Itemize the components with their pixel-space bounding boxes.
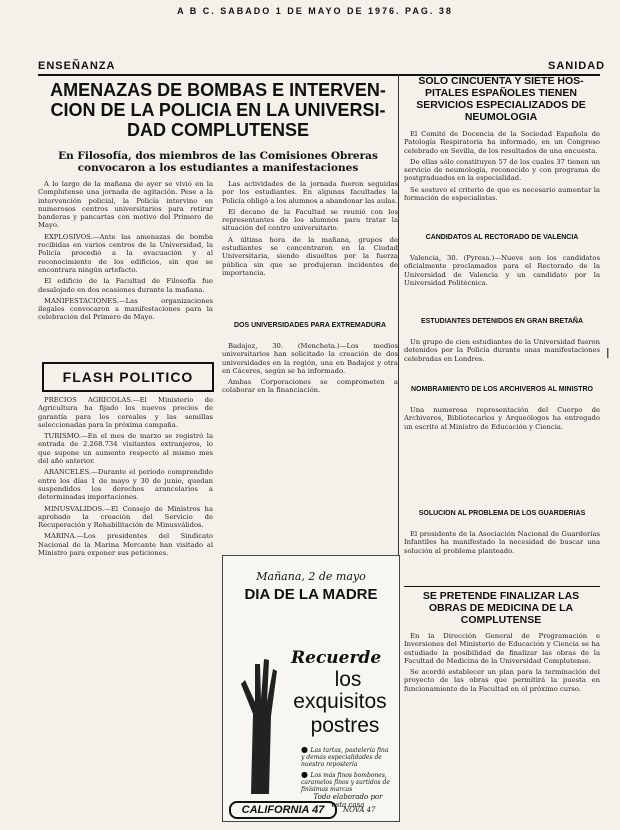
ad-word: exquisitos <box>293 690 387 713</box>
paragraph: Un grupo de cien estudiantes de la Universidad fueron detenidos por la Policía durante unas manifestaciones celebradas en Londres. <box>404 338 600 363</box>
paragraph: A última hora de la mañana, grupos de estudiantes se concentraron en la Ciudad Universitaria, siendo disueltos por la fuerza pública sin que se produjeran incidentes de importancia. <box>222 235 398 277</box>
paragraph: A lo largo de la mañana de ayer se vivió en la Complutense una jornada de agitación. Pese a la intervención policial, la Policía intervino en numerosos centros universitarios para retirar banderas y pancartas con motivo del Primero de Mayo. <box>38 180 213 230</box>
headline-line: CION DE LA POLICIA EN LA UNIVERSI- <box>50 100 386 120</box>
right-article-guarderias <box>404 530 600 585</box>
ad-date: Mañana, 2 de mayo <box>256 570 366 583</box>
ad-title: DIA DE LA MADRE <box>244 586 378 603</box>
headline-line: SERVICIOS ESPECIALIZADOS DE <box>416 99 586 111</box>
headline-line: PITALES ESPAÑOLES TIENEN <box>425 87 577 99</box>
bullet-icon: ● <box>301 745 311 754</box>
page-header: A B C. SABADO 1 DE MAYO DE 1976. PAG. 38 <box>177 6 453 16</box>
headline-line: AMENAZAS DE BOMBAS E INTERVEN- <box>50 80 386 100</box>
right-article-valencia <box>404 254 600 314</box>
subhead-gran-bretana: ESTUDIANTES DETENIDOS EN GRAN BRETAÑA <box>420 318 584 325</box>
ad-nova: NOVA 47 <box>343 806 376 814</box>
article-column-1 <box>38 180 213 358</box>
paragraph: El edificio de la Facultad de Filosofía fue desalojado en dos ocasiones durante la mañana. <box>38 277 213 294</box>
paragraph: En la Dirección General de Programación e Inversiones del Ministerio de Educación y Ciencia se ha estudiado la posibilidad de finalizar las obras de la Facultad de Medicina de la Universidad Complutense. <box>404 632 600 665</box>
headline-line: NEUMOLOGIA <box>464 111 538 123</box>
article-column-2 <box>222 180 398 318</box>
ad-bullet <box>301 771 393 793</box>
paragraph: Valencia, 30. (Pyresa.)—Nueve son los candidatos oficialmente proclamados para el Rectorado de la Universidad de Valencia y un candidato por la Universidad Politécnica. <box>404 254 600 287</box>
section-label-sanidad: SANIDAD <box>548 60 606 72</box>
paragraph: TURISMO.—En el mes de marzo se registró la entrada de 2.268.734 visitantes extranjeros, lo que supone un aumento respecto al mismo mes del año anterior. <box>38 432 213 466</box>
right-article-medicina <box>404 632 600 822</box>
subhead-archiveros: NOMBRAMIENTO DE LOS ARCHIVEROS AL MINISTRO <box>410 386 593 393</box>
subhead-extremadura: DOS UNIVERSIDADES PARA EXTREMADURA <box>233 322 387 329</box>
paragraph: El presidente de la Asociación Nacional de Guarderías Infantiles ha manifestado la necesidad de buscar una solución al problema planteado. <box>404 530 600 555</box>
paragraph: EXPLOSIVOS.—Ante las amenazas de bomba recibidas en varios centros de la Universidad, la Policía procedió a la evacuación y al reconocimiento de los edificios, sin que se encontrara ningún artefacto. <box>38 232 213 274</box>
right-article <box>404 130 600 230</box>
right-rule <box>404 586 600 587</box>
paragraph: Las actividades de la jornada fueron seguidas por los estudiantes. En algunas facultades la Policía obligó a los alumnos a abandonar las aulas. <box>222 180 398 205</box>
paragraph: Una numerosa representación del Cuerpo de Archiveros, Bibliotecarios y Arqueólogos ha entregado un escrito al Ministro de Educación y Ciencia. <box>404 406 600 431</box>
subhead-valencia: CANDIDATOS AL RECTORADO DE VALENCIA <box>425 234 579 241</box>
right-headline <box>402 75 600 123</box>
ad-bullet-text: Las tartas, pastelería fina y demás especialidades de nuestra repostería <box>301 747 389 768</box>
paragraph: MINUSVALIDOS.—El Consejo de Ministros ha aprobado la creación del Servicio de Recuperación y Rehabilitación de Minusválidos. <box>38 504 213 530</box>
paragraph: De ellas sólo constituyen 57 de los cuales 37 tienen un servicio de neumología, reconocido y con programa de postgraduados en la especialidad. <box>404 157 600 183</box>
ad-tagline: Todo elaborado por esta casa <box>313 793 383 809</box>
hand-illustration <box>231 644 281 794</box>
main-deck: En Filosofía, dos miembros de las Comisiones Obreras convocaron a los estudiantes a manifestaciones <box>58 150 378 174</box>
paragraph: MARINA.—Los presidentes del Sindicato Nacional de la Marina Mercante han visitado al Ministro para exponer sus peticiones. <box>38 532 213 558</box>
subhead-guarderias: SOLUCION AL PROBLEMA DE LOS GUARDERIAS <box>418 510 586 517</box>
paragraph: Se acordó establecer un plan para la terminación del proyecto de las obras que permitirá la puesta en funcionamiento de la Facultad en el próximo curso. <box>404 668 600 693</box>
ad-bullet-text: Los más finos bombones, caramelos finos y surtidos de finísimas marcas <box>301 772 390 793</box>
paragraph: MANIFESTACIONES.—Las organizaciones ilegales convocaron a manifestaciones para la celebración del Primero de Mayo. <box>38 296 213 322</box>
paragraph: PRECIOS AGRICOLAS.—El Ministerio de Agricultura ha fijado los nuevos precios de garantía para los cereales y las semillas seleccionadas para la próxima campaña. <box>38 396 213 429</box>
headline-line: SOLO CINCUENTA Y SIETE HOS- <box>418 75 584 87</box>
paragraph: El Comité de Docencia de la Sociedad Española de Patología Respiratoria ha informado, en un Congreso celebrado en Sevilla, de los resultados de una encuesta. <box>404 130 600 155</box>
headline-line: COMPLUTENSE <box>460 614 542 626</box>
right-article-gb <box>404 338 600 383</box>
right-article-archiveros <box>404 406 600 506</box>
advertisement-california <box>222 555 400 822</box>
flash-column <box>38 396 213 821</box>
flash-politico-box: FLASH POLITICO <box>42 362 214 392</box>
ad-word: los <box>334 668 362 691</box>
main-headline <box>38 80 398 140</box>
paragraph: El decano de la Facultad se reunió con los representantes de los alumnos para tratar la situación del centro universitario. <box>222 207 398 233</box>
ad-word: postres <box>310 714 380 737</box>
paragraph: Badajoz, 30. (Mencheta.)—Los medios universitarios han solicitado la creación de dos universidades en la región, una en Badajoz y otra en Cáceres, según se ha informado. <box>222 342 398 375</box>
right-headline-2 <box>402 590 600 626</box>
ad-bullet <box>301 746 393 768</box>
headline-line: SE PRETENDE FINALIZAR LAS <box>422 590 580 602</box>
ad-brand-logo: CALIFORNIA 47 <box>229 801 337 819</box>
margin-mark: | <box>606 348 610 359</box>
section-label-ensenanza: ENSEÑANZA <box>38 60 116 72</box>
paragraph: Se sostuvo el criterio de que es necesario aumentar la formación de especialistas. <box>404 185 600 203</box>
ad-recuerde: Recuerde <box>291 648 382 668</box>
paragraph: ARANCELES.—Durante el período comprendido entre los días 1 de mayo y 30 de junio, quedan suspendidos los derechos arancelarios a determinadas importaciones. <box>38 468 213 502</box>
headline-line: DAD COMPLUTENSE <box>126 120 309 140</box>
paragraph: Ambas Corporaciones se comprometen a colaborar en la financiación. <box>222 378 398 395</box>
article-column-2b <box>222 342 398 547</box>
headline-line: OBRAS DE MEDICINA DE LA <box>428 602 574 614</box>
bullet-icon: ● <box>301 770 311 779</box>
